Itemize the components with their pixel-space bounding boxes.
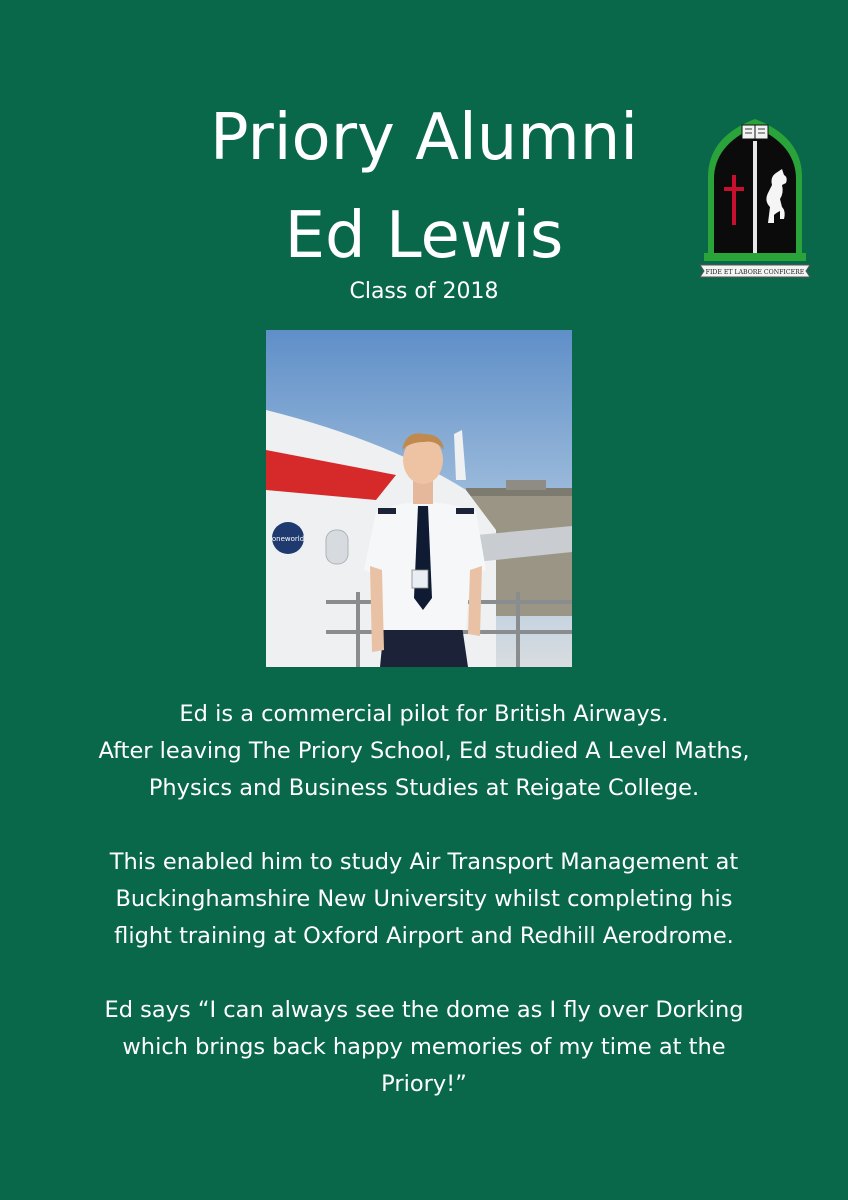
paragraph-education [0,844,848,955]
text-line: which brings back happy memories of my time at the [122,1034,726,1060]
fuselage-text: oneworld [271,535,305,543]
text-line: Physics and Business Studies at Reigate College. [148,775,700,801]
text-line: After leaving The Priory School, Ed studied A Level Maths, [98,738,750,764]
school-crest-logo [698,115,812,285]
text-line: flight training at Oxford Airport and Redhill Aerodrome. [114,923,734,949]
class-year: Class of 2018 [349,279,499,304]
text-line: Ed says “I can always see the dome as I fly over Dorking [104,997,744,1023]
text-line: This enabled him to study Air Transport Management at [109,849,739,875]
page-title-line1: Priory Alumni [209,101,639,175]
text-line: Priory!” [381,1071,467,1097]
text-line: Buckinghamshire New University whilst completing his [115,886,733,912]
paragraph-career [0,696,848,807]
pilot-photo [266,330,572,667]
text-line: Ed is a commercial pilot for British Airways. [179,701,669,727]
crest-motto: FIDE ET LABORE CONFICERE [705,269,805,276]
paragraph-quote [0,992,848,1103]
page-title-name: Ed Lewis [284,199,564,273]
biography-text [0,696,848,1103]
